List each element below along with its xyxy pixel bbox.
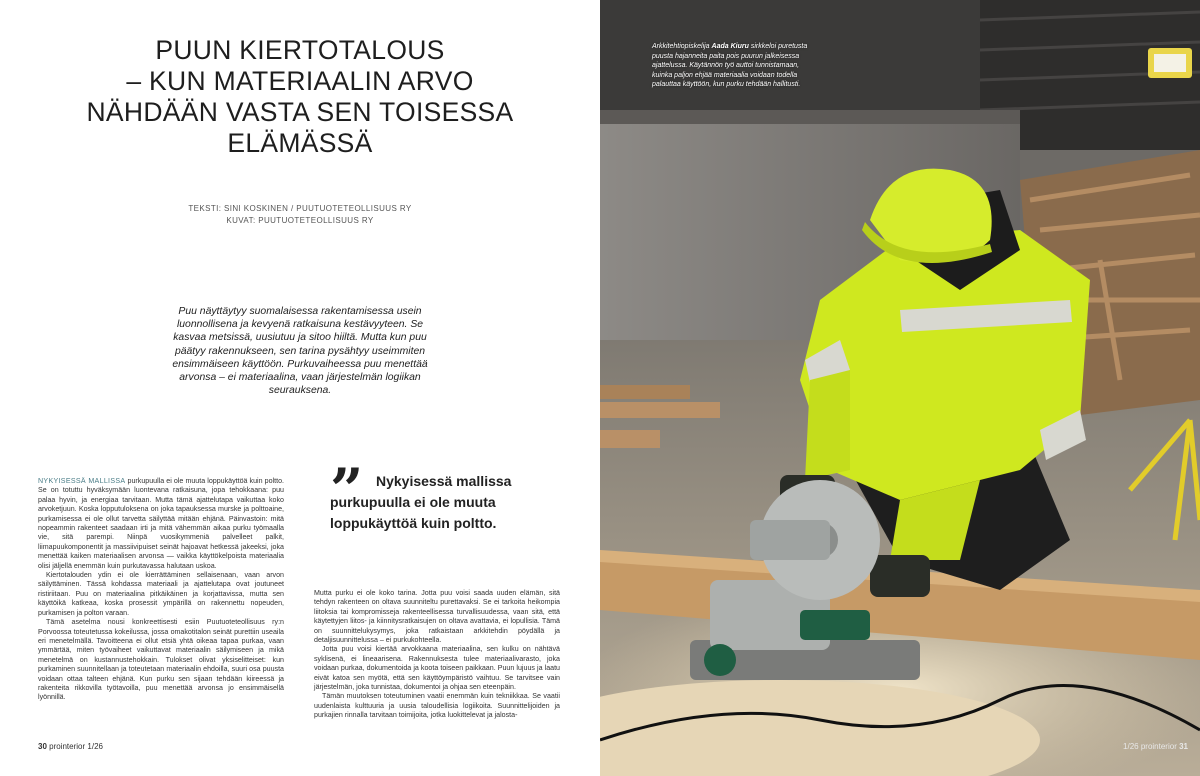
- caption-name: Aada Kiuru: [711, 43, 749, 50]
- right-page: [600, 0, 1200, 776]
- magazine-name: prointerior: [1140, 742, 1177, 751]
- body-paragraph: Tämä asetelma nousi konkreettisesti esiin Puutuoteteollisuus ry:n Porvoossa toteutetussa kokeilussa, jossa omakotitalon seinät purettiin useaila eri menetelmällä. Tavoitteena ei ollut etsiä yhtä oikeaa tapaa purkaa, vaan ymmärtää, miten työvaiheet vaikuttavat materiaalin säilymiseen ja mikä menetelmä on kustannustehokkain. Tulokset olivat yksiselitteiset: kun purkaminen suunnitellaan ja toteutetaan materiaalin ehdoilla, suuri osa puusta voidaan ottaa talteen ehjänä. Kun purku sen sijaan tehdään kiireessä ja rakenteita rikkovilla työtavoilla, puu menettää arvonsa jo ensimmäisellä lyönnillä.: [38, 618, 284, 702]
- body-column-1: [38, 477, 284, 703]
- body-paragraph: Tämän muutoksen toteutuminen vaatii enemmän kuin tekniikkaa. Se vaatii uudenlaista kulttuuria ja uusia taloudellisia logiikoita. Suunnittelijoiden ja purkajien rinnalla tarvitaan toimijoita, jotka luokittelevat ja jalosta-: [314, 692, 560, 720]
- title-line: NÄHDÄÄN VASTA SEN TOISESSA: [86, 97, 514, 127]
- photo-credit: KUVAT: PUUTUOTETEOLLISUUS RY: [226, 216, 374, 225]
- article-title: [60, 35, 540, 159]
- page-number: 30: [38, 742, 47, 751]
- title-line: PUUN KIERTOTALOUS: [155, 35, 445, 65]
- title-line: – KUN MATERIAALIN ARVO: [126, 66, 474, 96]
- wall-shadow: [600, 110, 1020, 124]
- issue-number: 1/26: [1123, 742, 1139, 751]
- title-line: ELÄMÄSSÄ: [227, 128, 373, 158]
- lead-in: NYKYISESSÄ MALLISSA: [38, 477, 126, 485]
- quote-mark-icon: ”: [330, 456, 364, 524]
- glove: [870, 555, 930, 597]
- saw-knob: [704, 644, 736, 676]
- worker-photo: [600, 0, 1200, 776]
- board: [600, 402, 720, 418]
- text-credit: TEKSTI: SINI KOSKINEN / PUUTUOTETEOLLISUUS RY: [188, 204, 412, 213]
- page-number: 31: [1179, 742, 1188, 751]
- folio-right: [1123, 742, 1188, 751]
- body-paragraph: Jotta puu voisi kiertää arvokkaana materiaalina, sen kulku on nähtävä syklisenä, ei lineaarisena. Rakennuksesta tulee materiaalivarasto, joka voidaan purkaa, dokumentoida ja koota toiseen paikkaan. Puun lujuus ja laatu eivät katoa sen myötä, että sen käyttöympäristö vaihtuu. Se tarvitsee vain järjestelmän, joka tunnistaa, dokumentoi ja ohjaa sen eteenpäin.: [314, 645, 560, 692]
- lamp-face: [1154, 54, 1186, 72]
- pull-quote: [330, 456, 550, 534]
- photo-caption: [652, 42, 812, 90]
- body-text: purkupuulla ei ole muuta loppukäyttöä kuin poltto. Se on totuttu hyväksymään luontevana ratkaisuna, jopa tehokkaana: puu palaa hyvin, ja energiaa tarvitaan. Mutta tämä ajattelutapa vaikuttaa koko arvoketjuun. Koska lopputuloksena on joka tapauksessa murske ja polttoaine, purkamisessa ei ole ollut tarvetta säilyttää mitään ehjänä. Päinvastoin: mitä nopeammin rakenteet saadaan irti ja mitä vähemmän aikaa purku työmaalla vie, sitä parempi. Niinpä vuosikymmeniä palvelleet palkit, liimapuukomponentit ja massiivipuiset seinät hajoavat hetkessä jakeeksi, joka menettää kaiken materiaalisen arvonsa — vaikka käyttökelpoista materiaalia olisi jäljellä enemmän kuin purkutavassa halutaan uskoa.: [38, 477, 284, 570]
- body-paragraph: [38, 477, 284, 571]
- byline: [120, 203, 480, 227]
- folio-left: [38, 742, 103, 751]
- body-paragraph: Kiertotalouden ydin ei ole kierrättäminen sellaisenaan, vaan arvon säilyttäminen. Tässä kohdassa materiaali ja ajattelutapa ovat joutuneet ristiriitaan. Puu on materiaalina pitkäikäinen ja korjattavissa, mutta sen käyttöikä katkeaa, koska prosessit ympärillä on rakennettu nopeuden, purkamisen ja polton varaan.: [38, 571, 284, 617]
- body-column-2: [314, 589, 560, 721]
- caption-prefix: Arkkitehtiopiskelija: [652, 43, 710, 50]
- board: [600, 385, 690, 399]
- board: [600, 430, 660, 448]
- pull-quote-text: Nykyisessä mallissa purkupuulla ei ole muuta loppukäyttöä kuin poltto.: [330, 473, 512, 531]
- magazine-name: prointerior: [49, 742, 86, 751]
- body-paragraph: Mutta purku ei ole koko tarina. Jotta puu voisi saada uuden elämän, sitä tehdyn rakenteen on oltava suunniteltu purettavaksi. Se ei tarkoita heikompia liitoksia tai kompromisseja rakenteellisessa turvallisuudessa, vaan sitä, että käytettyjen liitos- ja kiinnitysratkaisujen on oltava avattavia, ei lopullisia. Tämä on suunnittelukysymys, joka ratkaistaan arkkitehdin pöydällä ja detaljisuunnittelussa – ei purkukohteella.: [314, 589, 560, 645]
- issue-number: 1/26: [87, 742, 103, 751]
- caption-text: sirkkeloi puretusta puusta hajanneita paita pois puurun jalkeisessa ajattelussa. Käytännön työ auttoi tunnistamaan, kuinka paljon ehjää materiaalia voidaan todella palauttaa käyttöön, kun purku tehdään hallitusti.: [652, 43, 808, 89]
- lead-paragraph: Puu näyttäytyy suomalaisessa rakentamisessa usein luonnollisena ja kevyenä ratkaisuna kestävyyteen. Se kasvaa metsissä, uusiutuu ja sitoo hiiltä. Mutta kun puu päätyy rakennukseen, sen tarina pysähtyy useimmiten ensimmäiseen käyttöön. Purkuvaiheessa puu menettää arvonsa – ei materiaalina, vaan järjestelmän logiikan seurauksena.: [172, 306, 428, 397]
